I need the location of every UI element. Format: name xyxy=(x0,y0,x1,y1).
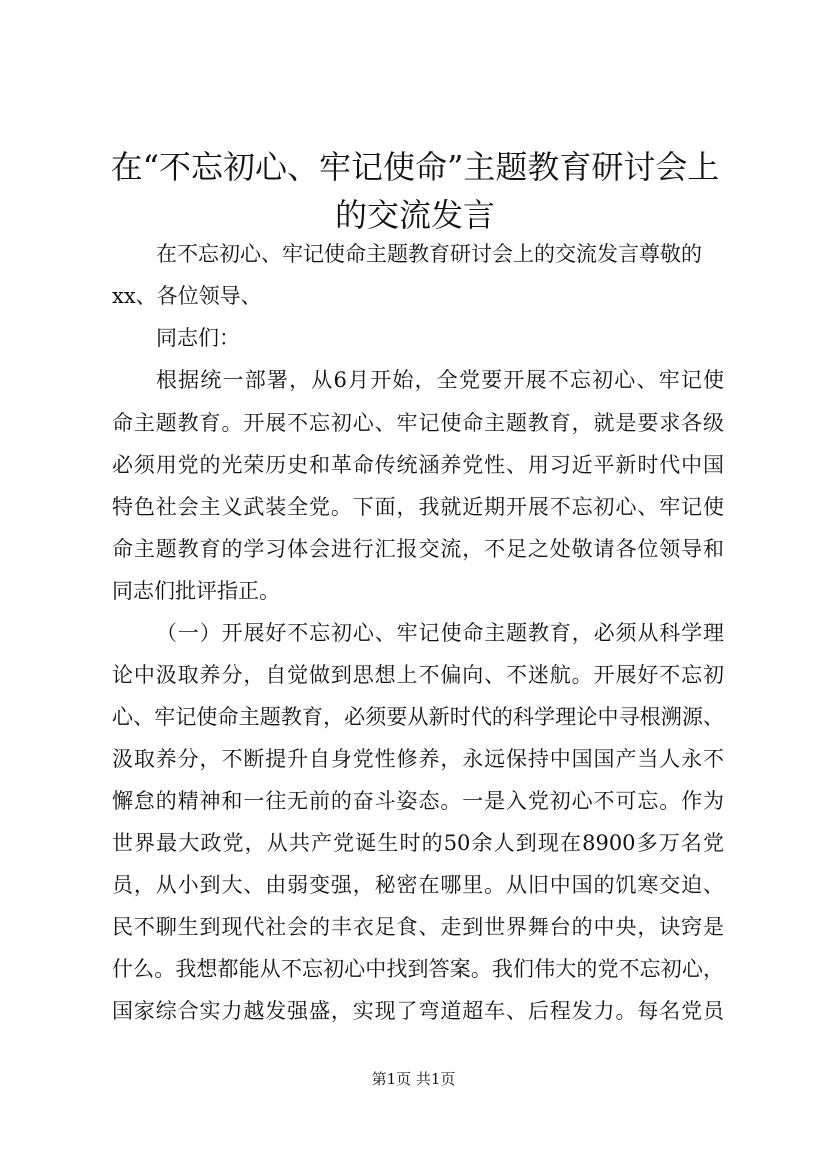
body-line: 根据统一部署，从6月开始，全党要开展不忘初心、牢记使 xyxy=(156,368,724,392)
body-line: （一）开展好不忘初心、牢记使命主题教育，必须从科学理 xyxy=(156,621,724,645)
body-line: 在不忘初心、牢记使命主题教育研讨会上的交流发言尊敬的 xyxy=(156,242,702,266)
body-line: 命主题教育的学习体会进行汇报交流，不足之处敬请各位领导和 xyxy=(112,537,724,561)
document-title-line-2: 的交流发言 xyxy=(334,196,495,234)
body-line: 国家综合实力越发强盛，实现了弯道超车、后程发力。每名党员 xyxy=(112,999,724,1023)
body-line: 论中汲取养分，自觉做到思想上不偏向、不迷航。开展好不忘初 xyxy=(112,663,724,687)
body-line: 汲取养分，不断提升自身党性修养，永远保持中国国产当人永不 xyxy=(112,747,724,771)
body-line: 世界最大政党，从共产党诞生时的50余人到现在8900多万名党 xyxy=(112,831,724,855)
body-line: 懈怠的精神和一往无前的奋斗姿态。一是入党初心不可忘。作为 xyxy=(112,789,724,813)
body-line: 心、牢记使命主题教育，必须要从新时代的科学理论中寻根溯源、 xyxy=(112,705,724,729)
page-footer: 第1页 共1页 xyxy=(371,1070,456,1088)
body-line: 必须用党的光荣历史和革命传统涵养党性、用习近平新时代中国 xyxy=(112,453,724,477)
document-title-line-1: 在“不忘初心、牢记使命”主题教育研讨会上 xyxy=(110,148,720,186)
body-line: 什么。我想都能从不忘初心中找到答案。我们伟大的党不忘初心， xyxy=(112,957,724,981)
body-line: 同志们批评指正。 xyxy=(112,579,280,603)
body-line: 员，从小到大、由弱变强，秘密在哪里。从旧中国的饥寒交迫、 xyxy=(112,873,724,897)
body-line: 同志们： xyxy=(156,326,240,350)
body-line: 民不聊生到现代社会的丰衣足食、走到世界舞台的中央，诀窍是 xyxy=(112,915,724,939)
body-line: 命主题教育。开展不忘初心、牢记使命主题教育，就是要求各级 xyxy=(112,411,724,435)
body-line: 特色社会主义武装全党。下面，我就近期开展不忘初心、牢记使 xyxy=(112,495,724,519)
body-line: xx、各位领导、 xyxy=(112,284,262,308)
